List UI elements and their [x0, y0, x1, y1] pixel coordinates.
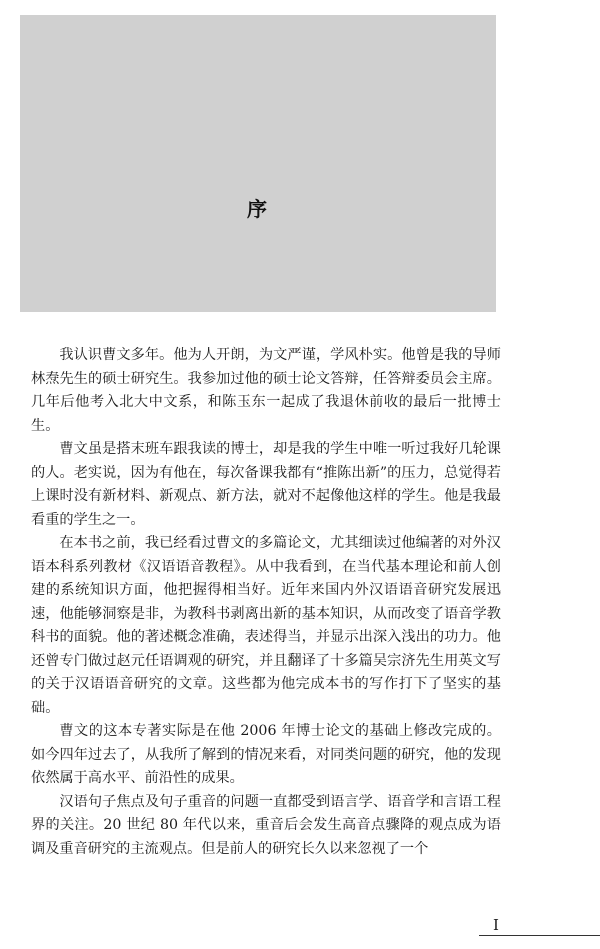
- paragraph-1: 我认识曹文多年。他为人开朗，为文严谨，学风朴实。他曾是我的导师林焘先生的硕士研究生。我参加过他的硕士论文答辩，任答辩委员会主席。几年后他考入北大中文系，和陈玉东一起成了我退休前收的最后一批博士生。: [31, 347, 501, 434]
- footer-rule: [479, 935, 600, 936]
- paragraph-2: 曹文虽是搭末班车跟我读的博士，却是我的学生中唯一听过我好几轮课的人。老实说，因为有他在，每次备课我都有“推陈出新”的压力，总觉得若上课时没有新材料、新观点、新方法，就对不起像他这样的学生。他是我最看重的学生之一。: [31, 441, 501, 528]
- body-text: [31, 344, 501, 861]
- paragraph-3: 在本书之前，我已经看过曹文的多篇论文，尤其细读过他编著的对外汉语本科系列教材《汉语语音教程》。从中我看到，在当代基本理论和前人创建的系统知识方面，他把握得相当好。近年来国内外汉语语音研究发展迅速，他能够洞察是非，为教科书剥离出新的基本知识，从而改变了语音学教科书的面貌。他的著述概念准确，表述得当，并显示出深入浅出的功力。他还曾专门做过赵元任语调观的研究，并且翻译了十多篇吴宗济先生用英文写的关于汉语语音研究的文章。这些都为他完成本书的写作打下了坚实的基础。: [31, 535, 501, 716]
- title-banner: [20, 15, 496, 312]
- page-number: I: [493, 916, 499, 934]
- paragraph-5: 汉语句子焦点及句子重音的问题一直都受到语言学、语音学和言语工程界的关注。20 世纪 80 年代以来，重音后会发生高音点骤降的观点成为语调及重音研究的主流观点。但是前人的研究长久以来忽视了一个: [31, 793, 501, 857]
- page-title: 序: [247, 197, 269, 221]
- paragraph-4: 曹文的这本专著实际是在他 2006 年博士论文的基础上修改完成的。如今四年过去了，从我所了解到的情况来看，对同类问题的研究，他的发现依然属于高水平、前沿性的成果。: [31, 723, 501, 786]
